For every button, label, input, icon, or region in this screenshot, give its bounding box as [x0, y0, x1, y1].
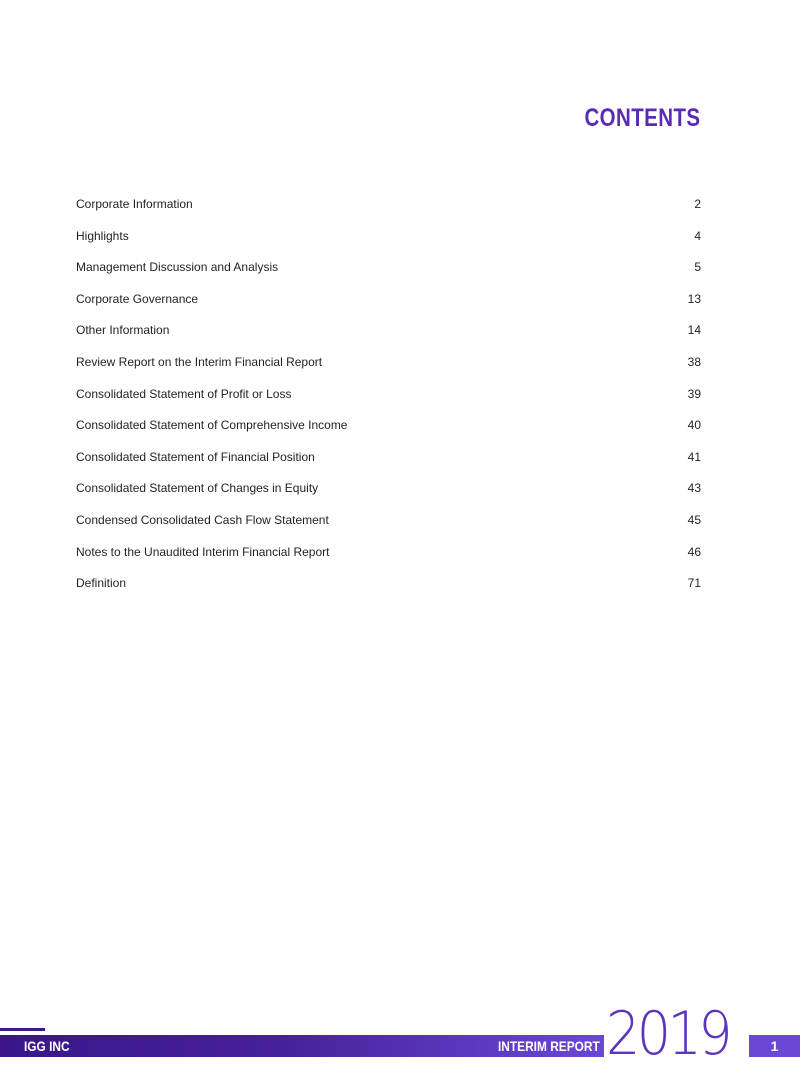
toc-entry[interactable]	[76, 291, 701, 323]
toc-label: Notes to the Unaudited Interim Financial Report	[76, 544, 330, 559]
footer-company: IGG INC	[24, 1038, 70, 1054]
toc-entry[interactable]	[76, 544, 701, 576]
toc-entry[interactable]	[76, 354, 701, 386]
toc-entry[interactable]	[76, 196, 701, 228]
footer-accent-line	[0, 1028, 45, 1031]
table-of-contents	[76, 196, 701, 607]
toc-page: 45	[687, 512, 701, 527]
toc-entry[interactable]	[76, 480, 701, 512]
toc-page: 2	[694, 197, 701, 211]
toc-page: 40	[687, 418, 701, 433]
toc-entry[interactable]	[76, 417, 701, 449]
toc-label: Review Report on the Interim Financial Report	[76, 354, 323, 369]
toc-entry[interactable]	[76, 386, 701, 418]
toc-page: 38	[687, 354, 701, 369]
toc-page: 4	[694, 228, 701, 243]
toc-page: 41	[687, 449, 701, 464]
toc-page: 39	[687, 386, 701, 401]
toc-label: Definition	[76, 576, 127, 591]
toc-label: Corporate Governance	[76, 291, 199, 306]
toc-label: Consolidated Statement of Profit or Loss	[76, 386, 292, 401]
toc-page: 71	[687, 576, 701, 591]
toc-page: 46	[687, 544, 701, 559]
toc-entry[interactable]	[76, 322, 701, 354]
toc-page: 5	[694, 260, 701, 275]
toc-label: Consolidated Statement of Changes in Equity	[76, 481, 319, 496]
toc-label: Highlights	[76, 228, 129, 243]
toc-entry[interactable]	[76, 512, 701, 544]
footer-year: 2019	[606, 999, 730, 1069]
footer-bar	[0, 1035, 604, 1057]
page-title: CONTENTS	[583, 104, 700, 132]
toc-entry[interactable]	[76, 259, 701, 291]
toc-entry[interactable]	[76, 575, 701, 607]
toc-entry[interactable]	[76, 228, 701, 260]
toc-label: Consolidated Statement of Comprehensive Income	[76, 418, 348, 433]
toc-label: Corporate Information	[76, 197, 193, 211]
toc-page: 14	[687, 323, 701, 338]
footer-report-label: INTERIM REPORT	[498, 1038, 600, 1054]
toc-page: 43	[687, 481, 701, 496]
toc-entry[interactable]	[76, 449, 701, 481]
toc-label: Condensed Consolidated Cash Flow Statement	[76, 512, 329, 527]
page-number: 1	[749, 1035, 800, 1057]
toc-label: Consolidated Statement of Financial Position	[76, 449, 315, 464]
toc-label: Management Discussion and Analysis	[76, 260, 279, 275]
toc-page: 13	[687, 291, 701, 306]
toc-label: Other Information	[76, 323, 170, 338]
